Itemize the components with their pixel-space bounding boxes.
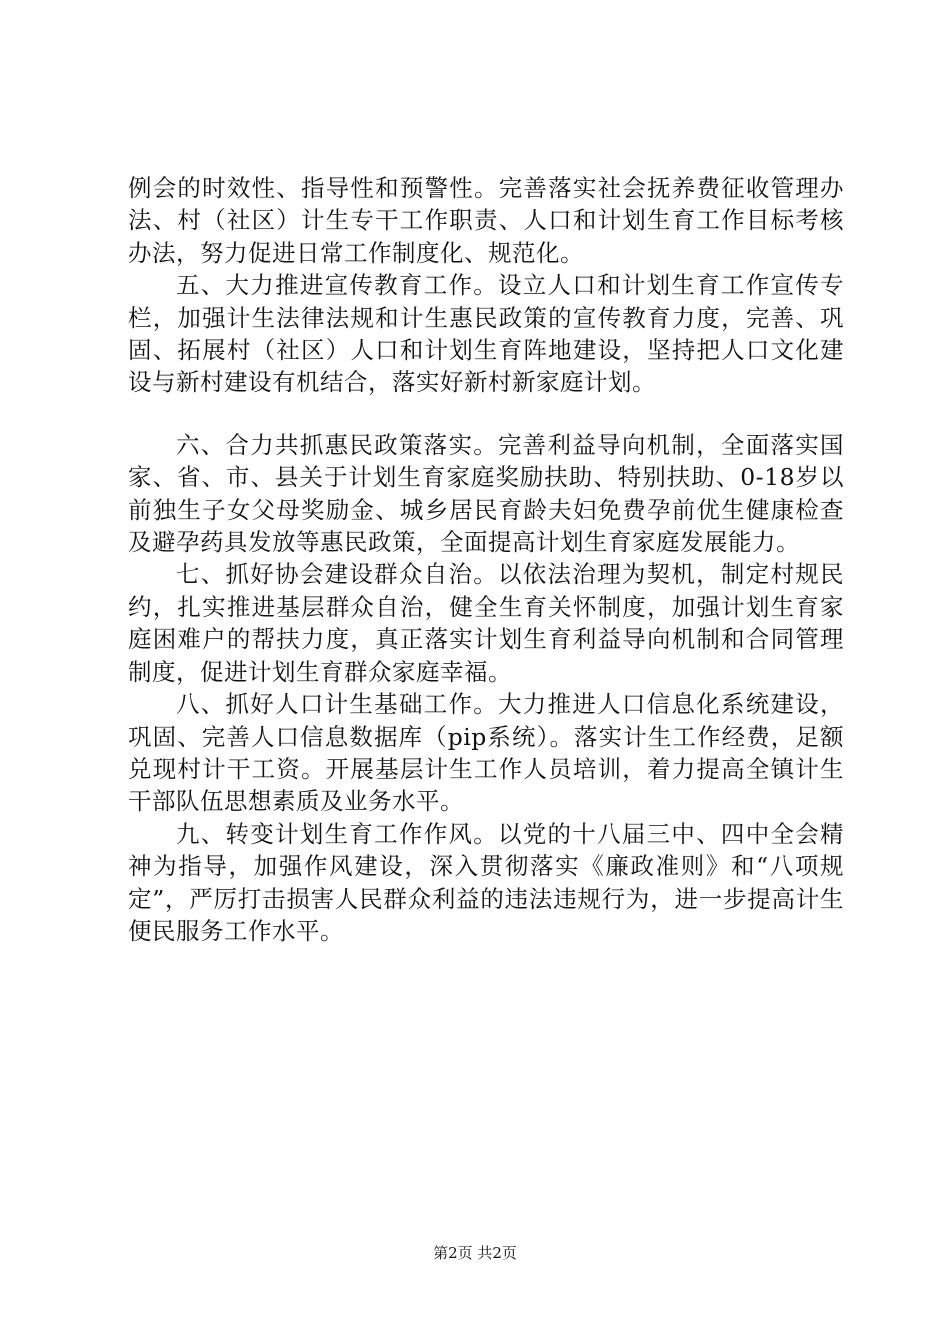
paragraph-section-5: 五、大力推进宣传教育工作。设立人口和计划生育工作宣传专栏，加强计生法律法规和计生惠民政策的宣传教育力度，完善、巩固、拓展村（社区）人口和计划生育阵地建设，坚持把人口文化建设与新村建设有机结合，落实好新村新家庭计划。: [128, 271, 844, 397]
page-footer: 第2页 共2页: [433, 1244, 517, 1262]
paragraph-section-9: 九、转变计划生育工作作风。以党的十八届三中、四中全会精神为指导，加强作风建设，深入贯彻落实《廉政准则》和“八项规定”，严厉打击损害人民群众利益的违法违规行为，进一步提高计生便民服务工作水平。: [128, 819, 844, 945]
paragraph-section-8: 八、抓好人口计生基础工作。大力推进人口信息化系统建设，巩固、完善人口信息数据库（pip系统）。落实计生工作经费，足额兑现村计干工资。开展基层计生工作人员培训，着力提高全镇计生干部队伍思想素质及业务水平。: [128, 690, 844, 816]
paragraph-section-6: 六、合力共抓惠民政策落实。完善利益导向机制，全面落实国家、省、市、县关于计划生育家庭奖励扶助、特别扶助、0-18岁以前独生子女父母奖励金、城乡居民育龄夫妇免费孕前优生健康检查及避孕药具发放等惠民政策，全面提高计划生育家庭发展能力。: [128, 430, 844, 557]
paragraph-continuation: 例会的时效性、指导性和预警性。完善落实社会抚养费征收管理办法、村（社区）计生专干工作职责、人口和计划生育工作目标考核办法，努力促进日常工作制度化、规范化。: [128, 174, 844, 267]
paragraph-section-7: 七、抓好协会建设群众自治。以依法治理为契机，制定村规民约，扎实推进基层群众自治，健全生育关怀制度，加强计划生育家庭困难户的帮扶力度，真正落实计划生育利益导向机制和合同管理制度，促进计划生育群众家庭幸福。: [128, 560, 844, 686]
document-body: [128, 172, 844, 947]
